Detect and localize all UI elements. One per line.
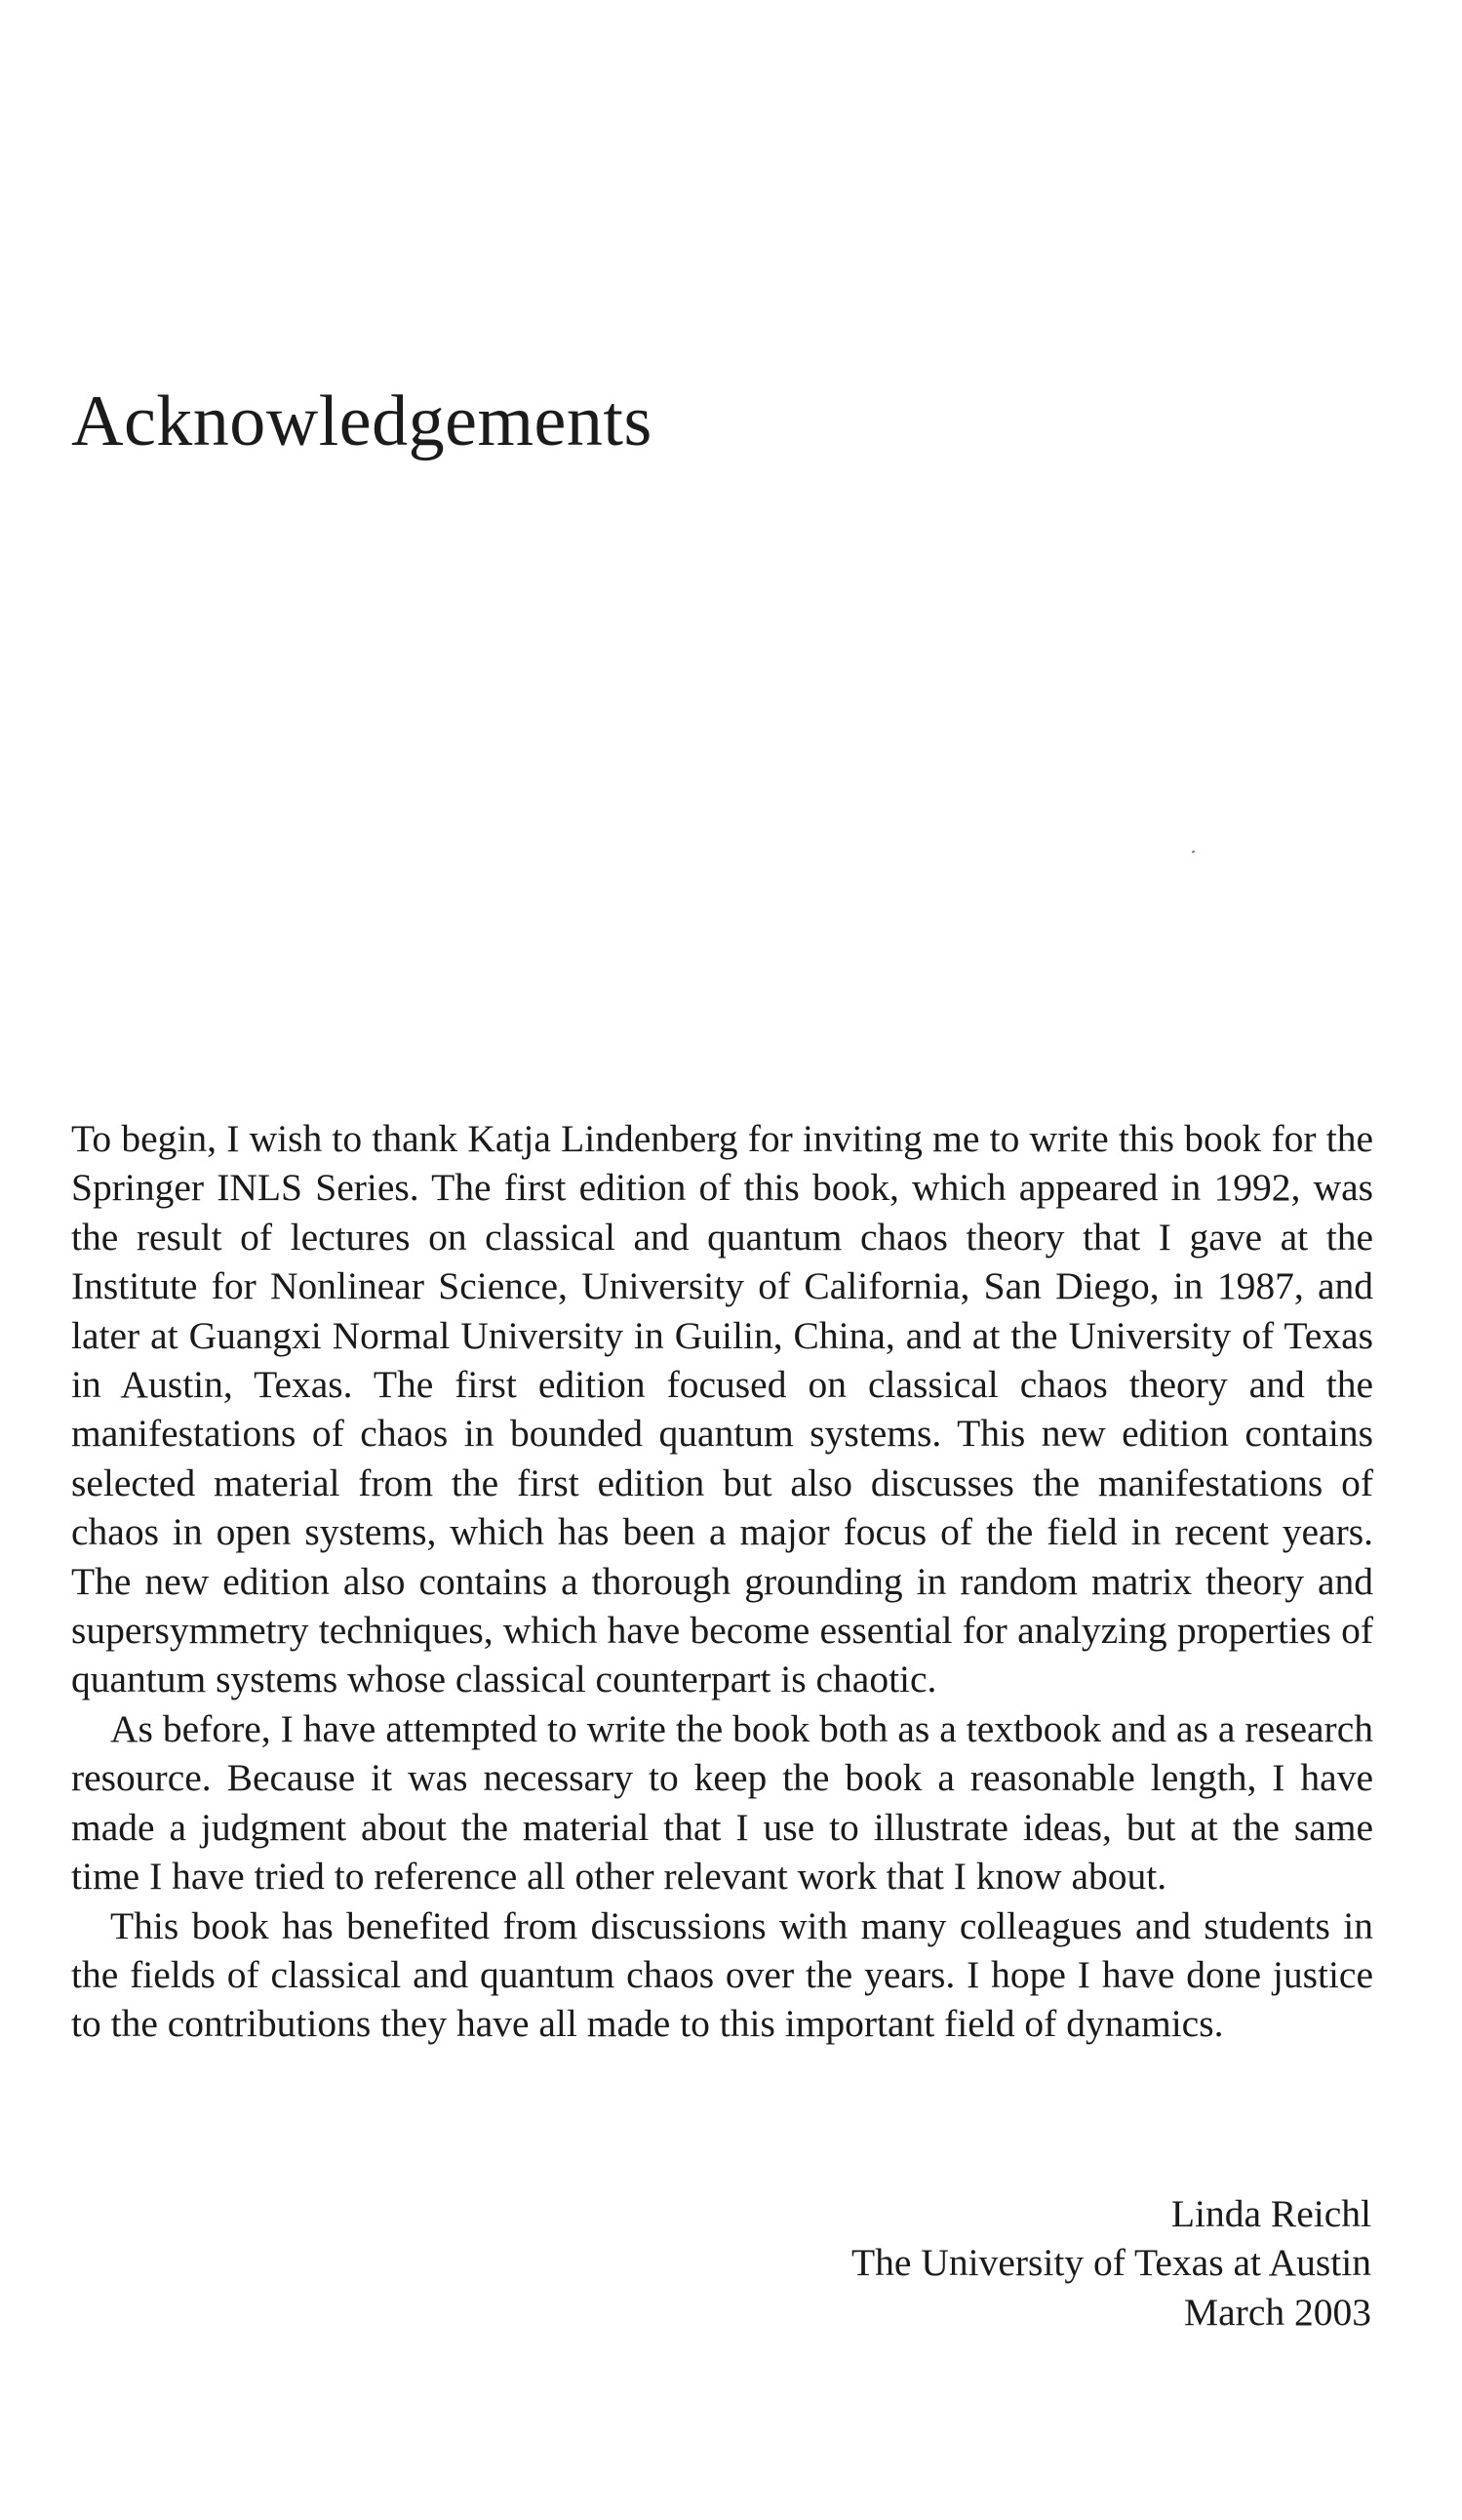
- page-title: Acknowledgements: [71, 381, 652, 461]
- signature-date: March 2003: [1184, 2290, 1371, 2334]
- paragraph-3: This book has benefited from discussions with many colleagues and students in the fields of classical and quantum chaos over the years. I hope I have done justice to the contributions they have all made to this important field of dynamics.: [71, 1903, 1373, 2046]
- signature-block: [851, 2189, 1371, 2337]
- paragraph-1: To begin, I wish to thank Katja Lindenberg for inviting me to write this book for the Springer INLS Series. The first edition of this book, which appeared in 1992, was the result of lectures on classical and quantum chaos theory that I gave at the Institute for Nonlinear Science, University of California, San Diego, in 1987, and later at Guangxi Normal University in Guilin, China, and at the University of Texas in Austin, Texas. The first edition focused on classical chaos theory and the manifestations of chaos in bounded quantum systems. This new edition contains selected material from the first edition but also discusses the manifestations of chaos in open systems, which has been a major focus of the field in recent years. The new edition also contains a thorough grounding in random matrix theory and supersymmetry techniques, which have become essential for analyzing properties of quantum systems whose classical counterpart is chaotic.: [71, 1117, 1373, 1701]
- print-speck: [1192, 850, 1196, 853]
- acknowledgements-body: [71, 1114, 1373, 2049]
- author-name: Linda Reichl: [1170, 2192, 1371, 2235]
- author-affiliation: The University of Texas at Austin: [851, 2241, 1371, 2285]
- paragraph-2: As before, I have attempted to write the book both as a textbook and as a research resource. Because it was necessary to keep the book a reasonable length, I have made a judgment about the material that I use to illustrate ideas, but at the same time I have tried to reference all other relevant work that I know about.: [71, 1706, 1373, 1899]
